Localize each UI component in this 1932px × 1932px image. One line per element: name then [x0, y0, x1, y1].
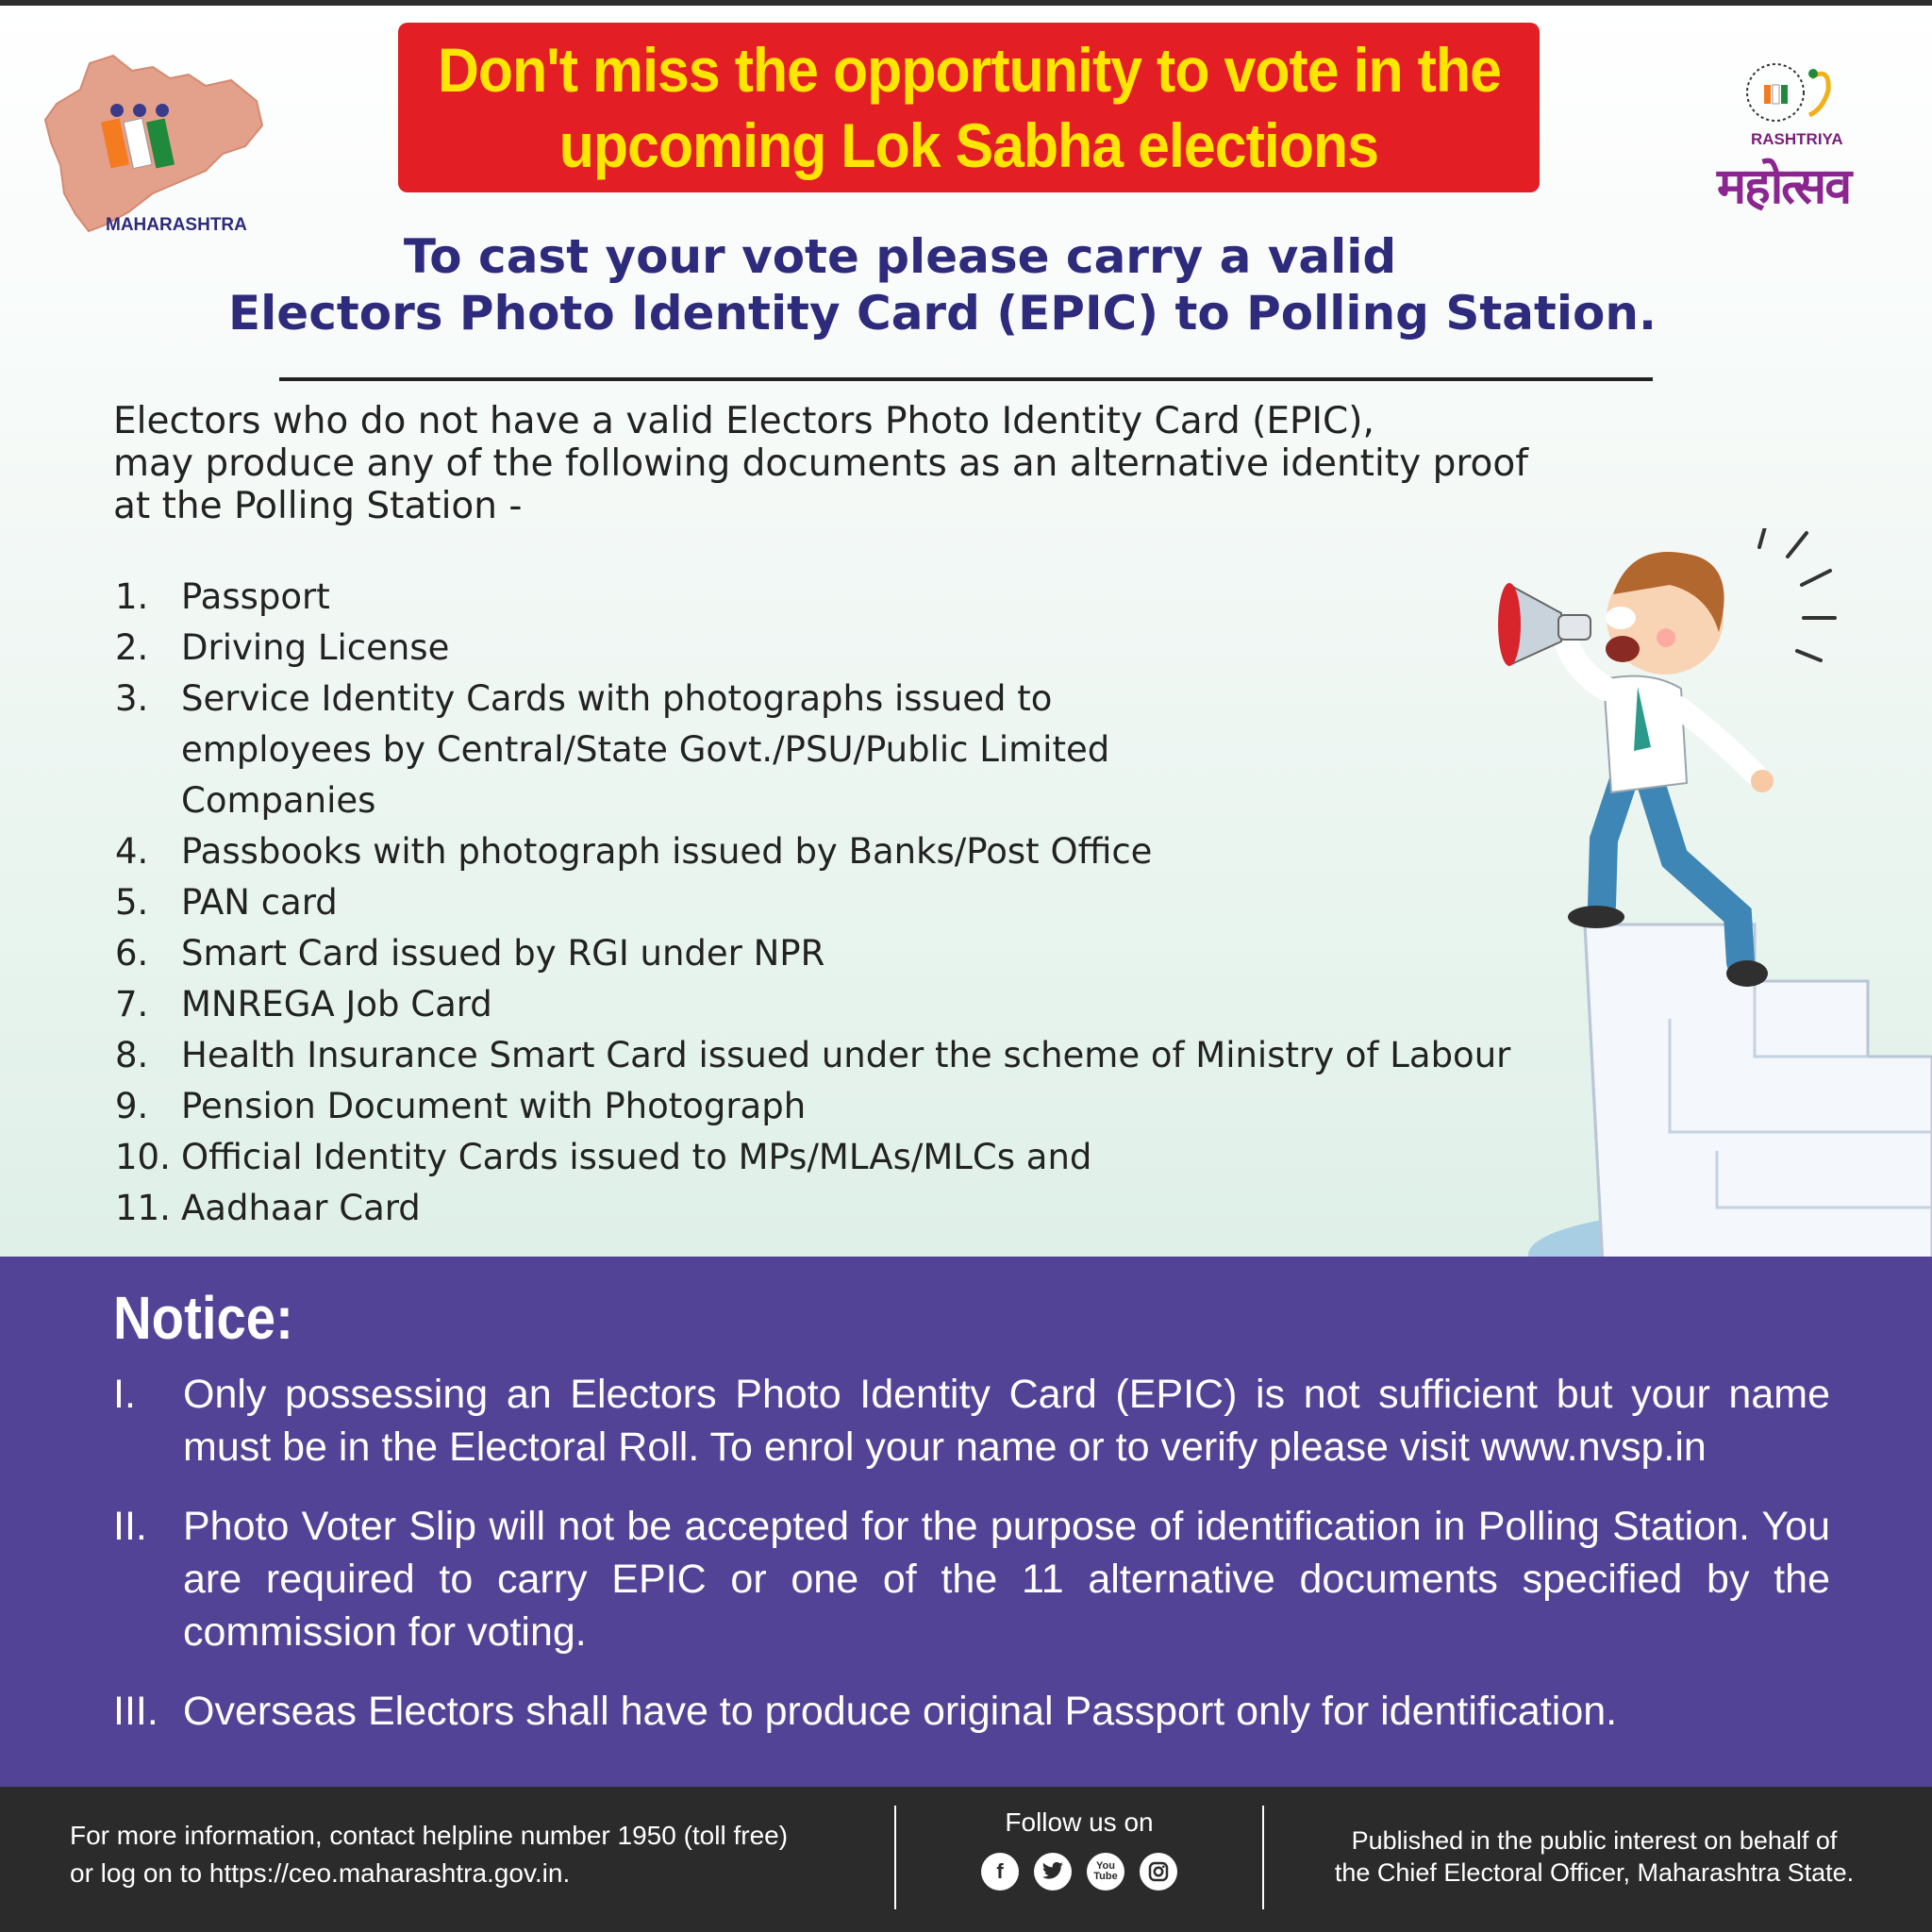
list-item: [115, 623, 1455, 674]
twitter-icon[interactable]: [1034, 1853, 1072, 1890]
intro-line-2: may produce any of the following documents as an alternative identity proof: [113, 442, 1528, 485]
list-item: [115, 826, 1455, 877]
list-item-number: 9.: [115, 1086, 149, 1126]
list-item-number: 2.: [115, 627, 149, 668]
list-item-text: Pension Document with Photograph: [181, 1086, 807, 1126]
notice-title: Notice:: [113, 1284, 293, 1352]
notice-item: [113, 1500, 1830, 1658]
list-item-text: Service Identity Cards with photographs issued to employees by Central/State Govt./PSU/Public Limited Companies: [181, 678, 1110, 821]
list-item: [115, 1132, 1455, 1183]
notice-item-number: II.: [113, 1504, 147, 1549]
instagram-icon[interactable]: [1140, 1853, 1177, 1890]
list-item-number: 8.: [115, 1035, 149, 1075]
logo-left-label: MAHARASHTRA: [106, 215, 247, 235]
list-item: [115, 928, 1455, 979]
list-item-number: 11.: [115, 1188, 171, 1228]
notice-item-text: Photo Voter Slip will not be accepted for the purpose of identification in Polling Station. You are required to carry EPIC or one of the 11 alternative documents specified by the commission for voting.: [183, 1504, 1830, 1655]
notice-item-number: III.: [113, 1689, 158, 1734]
list-item-number: 6.: [115, 933, 149, 974]
headline-banner: [398, 23, 1540, 192]
top-border: [0, 0, 1932, 6]
youtube-icon[interactable]: You Tube: [1087, 1853, 1124, 1890]
list-item-number: 4.: [115, 831, 149, 872]
list-item-number: 5.: [115, 882, 149, 923]
footer-divider: [894, 1806, 896, 1909]
list-item-number: 10.: [115, 1137, 171, 1177]
list-item-text: MNREGA Job Card: [181, 984, 492, 1024]
notice-item-text: Overseas Electors shall have to produce original Passport only for identification.: [183, 1689, 1618, 1734]
maharashtra-map-logo: [38, 52, 274, 241]
facebook-icon[interactable]: f: [981, 1853, 1019, 1890]
notice-list: [113, 1368, 1830, 1764]
footer-contact-line-2: or log on to https://ceo.maharashtra.gov.in.: [70, 1858, 571, 1888]
list-item-text: PAN card: [181, 882, 338, 923]
banner-line-1: Don't miss the opportunity to vote in the: [437, 35, 1501, 105]
list-item: [115, 1183, 1455, 1234]
list-item: [115, 1030, 1540, 1081]
logo-right-rashtriya: RASHTRIYA: [1751, 130, 1843, 148]
footer-publisher-line-2: the Chief Electoral Officer, Maharashtra State.: [1334, 1858, 1855, 1887]
list-item: [115, 572, 1455, 623]
megaphone-man-illustration: [1472, 528, 1932, 1302]
list-item-number: 3.: [115, 678, 149, 719]
list-item-text: Smart Card issued by RGI under NPR: [181, 933, 825, 974]
list-item-text: Driving License: [181, 627, 450, 668]
footer-contact: [70, 1817, 788, 1892]
notice-item-text: Only possessing an Electors Photo Identity Card (EPIC) is not sufficient but your name must be in the Electoral Roll. To enrol your name or to verify please visit www.nvsp.in: [183, 1372, 1830, 1470]
list-item: [115, 674, 1200, 826]
intro-text: [113, 400, 1670, 527]
list-item-text: Aadhaar Card: [181, 1188, 421, 1228]
notice-section: [0, 1257, 1932, 1787]
notice-item: [113, 1368, 1830, 1474]
social-icons: [981, 1853, 1177, 1890]
headline-line-2: Electors Photo Identity Card (EPIC) to Polling Station.: [227, 286, 1657, 341]
list-item: [115, 979, 1455, 1030]
footer-publisher-line-1: Published in the public interest on behalf of: [1351, 1826, 1838, 1855]
footer-divider: [1262, 1806, 1264, 1909]
list-item-text: Passbooks with photograph issued by Banks/Post Office: [181, 831, 1153, 872]
notice-item-number: I.: [113, 1372, 136, 1417]
footer-publisher: [1274, 1824, 1915, 1889]
intro-line-3: at the Polling Station -: [113, 485, 523, 527]
intro-line-1: Electors who do not have a valid Electors Photo Identity Card (EPIC),: [113, 400, 1374, 442]
list-item-text: Health Insurance Smart Card issued under the scheme of Ministry of Labour: [181, 1035, 1511, 1075]
banner-line-2: upcoming Lok Sabha elections: [558, 110, 1379, 180]
logo-right-mahotsav: महोत्सव: [1717, 158, 1851, 215]
headline-line-1: To cast your vote please carry a valid: [403, 229, 1397, 284]
document-list: [115, 572, 1511, 1234]
footer: [0, 1787, 1932, 1932]
list-item-number: 7.: [115, 984, 149, 1024]
list-item-text: Official Identity Cards issued to MPs/MLAs/MLCs and: [181, 1137, 1092, 1177]
list-item: [115, 877, 1455, 928]
list-item: [115, 1081, 1455, 1132]
list-item-number: 1.: [115, 576, 149, 617]
notice-item: [113, 1685, 1830, 1738]
footer-contact-line-1: For more information, contact helpline number 1950 (toll free): [70, 1821, 789, 1850]
list-item-text: Passport: [181, 576, 330, 617]
follow-us-label: Follow us on: [1005, 1807, 1154, 1837]
divider-rule: [279, 377, 1653, 381]
